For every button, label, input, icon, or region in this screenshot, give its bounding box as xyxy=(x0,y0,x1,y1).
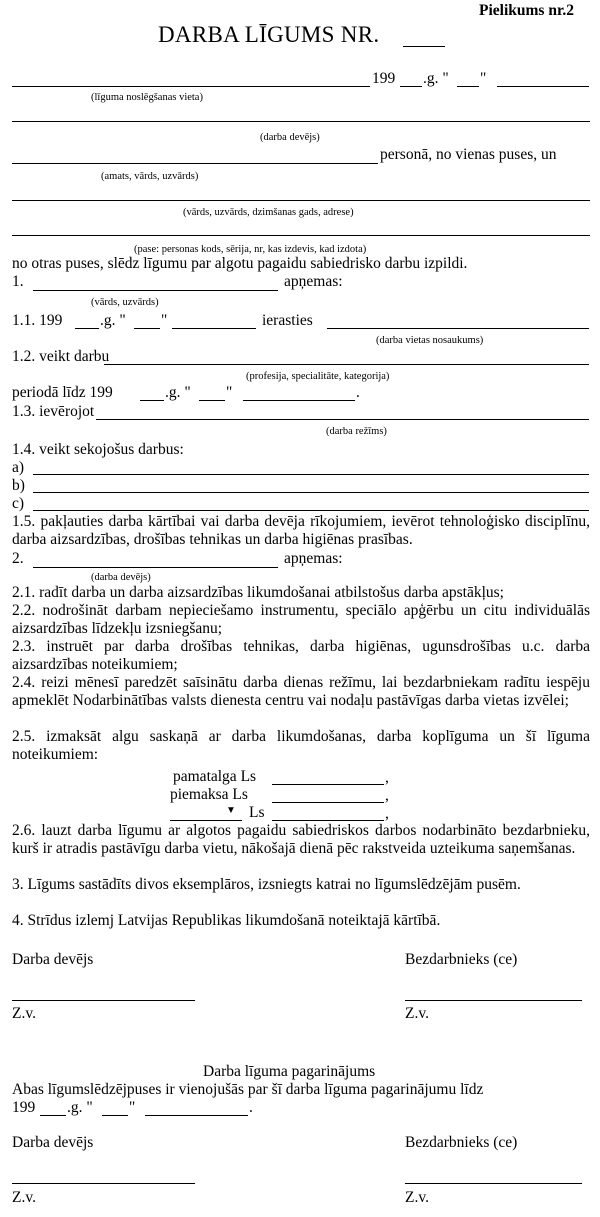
identity-field[interactable] xyxy=(12,200,590,201)
intro-year-field[interactable] xyxy=(400,86,422,87)
item-2-1: 2.1. radīt darba un darba aizsardzības likumdošanai atbilstošus darba apstākļus; xyxy=(12,584,504,601)
period-quote: " xyxy=(226,384,233,401)
place-field[interactable] xyxy=(12,86,370,87)
period-month-field[interactable] xyxy=(243,400,355,401)
period-day-field[interactable] xyxy=(199,400,225,401)
employer-name-caption: (darba devējs) xyxy=(91,572,151,583)
extension-day-field[interactable] xyxy=(102,1115,128,1116)
other-side-text: no otras puses, slēdz līgumu par algotu pagaidu sabiedrisko darbu izpildi. xyxy=(12,255,468,272)
item-2-4: 2.4. reizi mēnesī paredzēt saīsinātu darba dienas režīmu, lai bezdarbniekam radītu iespēju apmeklēt Nodarbinātības valsts dienesta centru vai nodaļu pastāvīgas darba vietas izvēlei; xyxy=(12,674,590,709)
item-1-1-start: 1.1. 199 xyxy=(12,312,63,329)
unemployed-signature-label: Bezdarbnieks (ce) xyxy=(405,951,518,968)
base-pay-label: pamatalga Ls xyxy=(173,768,257,785)
passport-caption: (pase: personas kods, sērija, nr, kas izdevis, kad izdota) xyxy=(134,244,367,255)
period-start: periodā līdz 199 xyxy=(12,384,113,401)
representative-field[interactable] xyxy=(12,163,378,164)
intro-month-field[interactable] xyxy=(497,86,589,87)
task-c-field[interactable] xyxy=(33,510,589,511)
task-a-field[interactable] xyxy=(33,474,589,475)
ext-unemployed-signature-line[interactable] xyxy=(405,1183,582,1184)
ext-unemployed-signature-label: Bezdarbnieks (ce) xyxy=(405,1134,518,1151)
item-1-1-g: .g. " xyxy=(100,312,126,329)
ext-employer-signature-line[interactable] xyxy=(12,1183,195,1184)
employer-signature-line[interactable] xyxy=(12,1000,195,1001)
work-regime-caption: (darba režīms) xyxy=(326,426,387,437)
bonus-label: piemaksa Ls xyxy=(170,786,248,803)
item-3: 3. Līgums sastādīts divos eksemplāros, izsniegts katrai no līgumslēdzējām pusēm. xyxy=(12,876,521,893)
total-field[interactable] xyxy=(272,820,384,821)
section2-number: 2. xyxy=(12,550,24,567)
intro-year-prefix: 199 xyxy=(372,70,396,87)
total-label: Ls xyxy=(249,804,265,821)
workplace-field[interactable] xyxy=(327,328,589,329)
arrow-marker-icon: ▼ xyxy=(226,805,236,816)
intro-day-field[interactable] xyxy=(457,86,479,87)
unemployed-signature-line[interactable] xyxy=(405,1000,582,1001)
work-regime-field[interactable] xyxy=(96,419,589,420)
extension-year-field[interactable] xyxy=(40,1115,66,1116)
extension-title: Darba līguma pagarinājums xyxy=(203,1063,376,1080)
item-1-1-day-field[interactable] xyxy=(134,328,160,329)
item-2-5: 2.5. izmaksāt algu saskaņā ar darba likumdošanas, darba koplīguma un šī līguma noteikumiem: xyxy=(12,728,590,763)
total-label-field[interactable] xyxy=(170,820,242,821)
list-item-b: b) xyxy=(12,477,25,494)
item-1-1-month-field[interactable] xyxy=(172,328,256,329)
extension-month-field[interactable] xyxy=(145,1115,248,1116)
task-b-field[interactable] xyxy=(33,492,589,493)
profession-caption: (profesija, specialitāte, kategorija) xyxy=(246,371,390,382)
ext-employer-seal: Z.v. xyxy=(12,1189,36,1206)
item-1-5: 1.5. pakļauties darba kārtībai vai darba devēja rīkojumiem, ievērot tehnoloģisko disciplīnu, darba aizsardzības, drošības tehnikas un darba higiēnas prasības. xyxy=(12,513,590,548)
page-title: DARBA LĪGUMS NR. xyxy=(158,22,380,47)
item-2-3: 2.3. instruēt par darba drošības tehnikas, darba higiēnas, ugunsdrošības u.c. darba aizsardzības noteikumiem; xyxy=(12,638,590,673)
base-pay-field[interactable] xyxy=(272,784,384,785)
section1-number: 1. xyxy=(12,273,24,290)
section1-undertakes: apņemas: xyxy=(284,273,343,290)
employer-caption: (darba devējs) xyxy=(260,132,320,143)
unemployed-seal: Z.v. xyxy=(405,1005,429,1022)
section2-undertakes: apņemas: xyxy=(284,550,343,567)
period-g: .g. " xyxy=(165,384,191,401)
identity-caption: (vārds, uzvārds, dzimšanas gads, adrese) xyxy=(183,207,354,218)
total-comma: , xyxy=(385,805,389,822)
list-item-a: a) xyxy=(12,459,25,476)
passport-field[interactable] xyxy=(12,235,590,236)
extension-year-prefix: 199 xyxy=(12,1099,36,1116)
item-1-1-quote: " xyxy=(161,312,168,329)
bonus-comma: , xyxy=(385,787,389,804)
item-2-2: 2.2. nodrošināt darbam nepieciešamo instrumentu, speciālo apģērbu un citu individuālās aizsardzības līdzekļu izsniegšanu; xyxy=(12,602,590,637)
item-4: 4. Strīdus izlemj Latvijas Republikas likumdošanā noteiktajā kārtībā. xyxy=(12,912,441,929)
employer-signature-label: Darba devējs xyxy=(12,951,94,968)
list-item-c: c) xyxy=(12,495,25,512)
extension-end: . xyxy=(249,1099,253,1116)
workplace-caption: (darba vietas nosaukums) xyxy=(376,335,484,346)
extension-g: .g. " xyxy=(67,1099,93,1116)
item-1-2: 1.2. veikt darbu xyxy=(12,348,110,365)
item-1-1-report: ierasties xyxy=(262,312,313,329)
employer-seal: Z.v. xyxy=(12,1005,36,1022)
period-end: . xyxy=(356,384,360,401)
base-pay-comma: , xyxy=(385,769,389,786)
extension-quote: " xyxy=(129,1099,136,1116)
item-1-1-year-field[interactable] xyxy=(75,328,99,329)
contract-number-field[interactable] xyxy=(403,46,445,47)
item-1-3: 1.3. ievērojot xyxy=(12,403,95,420)
bonus-field[interactable] xyxy=(272,802,384,803)
employee-name-caption: (vārds, uzvārds) xyxy=(91,297,159,308)
item-2-6: 2.6. lauzt darba līgumu ar algotos pagaidu sabiedriskos darbos nodarbināto bezdarbnieku, kurš ir atradis pastāvīgu darba vietu, nākošajā dienā pēc rakstveida uzteikuma saņemšanas. xyxy=(12,822,590,857)
place-caption: (līguma noslēgšanas vieta) xyxy=(91,92,203,103)
person-text: personā, no vienas puses, un xyxy=(380,146,557,163)
position-caption: (amats, vārds, uzvārds) xyxy=(101,171,199,182)
intro-year-suffix: .g. " xyxy=(423,70,449,87)
ext-employer-signature-label: Darba devējs xyxy=(12,1134,94,1151)
profession-field[interactable] xyxy=(104,364,589,365)
ext-unemployed-seal: Z.v. xyxy=(405,1189,429,1206)
employee-name-field[interactable] xyxy=(33,290,278,291)
intro-quote-close: " xyxy=(480,70,487,87)
employer-field[interactable] xyxy=(12,121,590,122)
item-1-4: 1.4. veikt sekojošus darbus: xyxy=(12,441,184,458)
period-year-field[interactable] xyxy=(140,400,164,401)
extension-text: Abas līgumslēdzējpuses ir vienojušās par šī darba līguma pagarinājumu līdz xyxy=(12,1081,484,1098)
annex-label: Pielikums nr.2 xyxy=(479,2,575,19)
employer-name-field[interactable] xyxy=(33,567,278,568)
